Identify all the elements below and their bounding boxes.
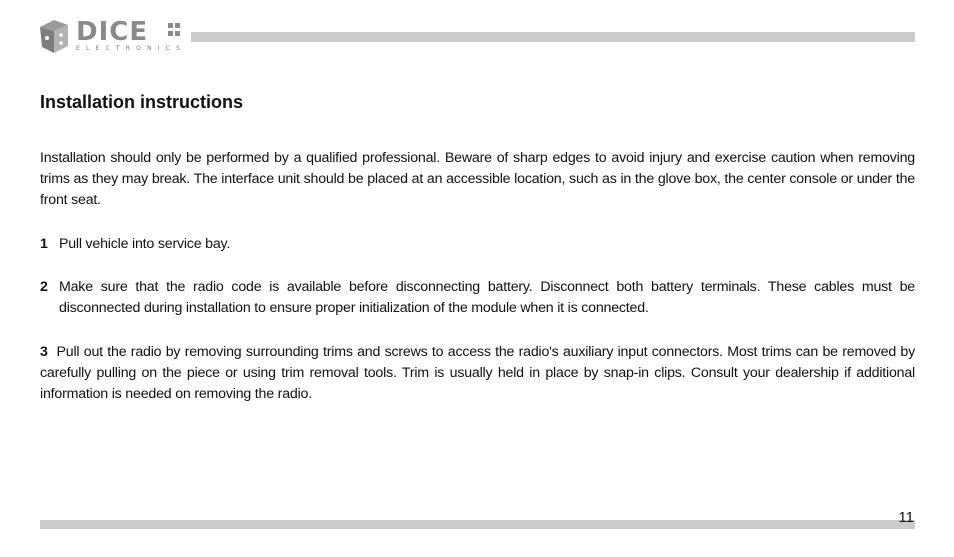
step-2	[40, 277, 915, 319]
header-divider-bar	[191, 32, 915, 42]
step-text: Make sure that the radio code is available before disconnecting battery. Disconnect both battery terminals. These cables must be disconnected during installation to ensure proper initialization of the module when it is connected.	[59, 279, 915, 316]
dice-logo	[38, 17, 187, 55]
step-1	[40, 234, 915, 255]
logo-subtitle: ELECTRONICS	[76, 45, 187, 52]
step-3	[40, 342, 915, 405]
step-number: 3	[40, 344, 48, 360]
dice-cube-icon	[38, 19, 74, 55]
step-text: Pull vehicle into service bay.	[58, 236, 231, 252]
intro-paragraph: Installation should only be performed by a qualified professional. Beware of sharp edges to avoid injury and exercise caution when removing trims as they may break. The interface unit should be placed at an accessible location, such as in the glove box, the center console or under the front seat.	[40, 150, 915, 208]
step-text: Pull out the radio by removing surrounding trims and screws to access the radio's auxiliary input connectors. Most trims can be removed by carefully pulling on the piece or using trim removal tools. Trim is usually held in place by snap-in clips. Consult your dealership if additional information is needed on removing the radio.	[40, 344, 916, 402]
logo-dots-icon	[168, 23, 180, 43]
footer-divider-bar	[40, 520, 915, 529]
page-title: Installation instructions	[40, 92, 244, 112]
logo-wordmark: DICE	[76, 17, 149, 47]
step-number: 1	[40, 236, 48, 252]
page-number: 11	[898, 509, 914, 526]
step-number: 2	[40, 279, 48, 295]
